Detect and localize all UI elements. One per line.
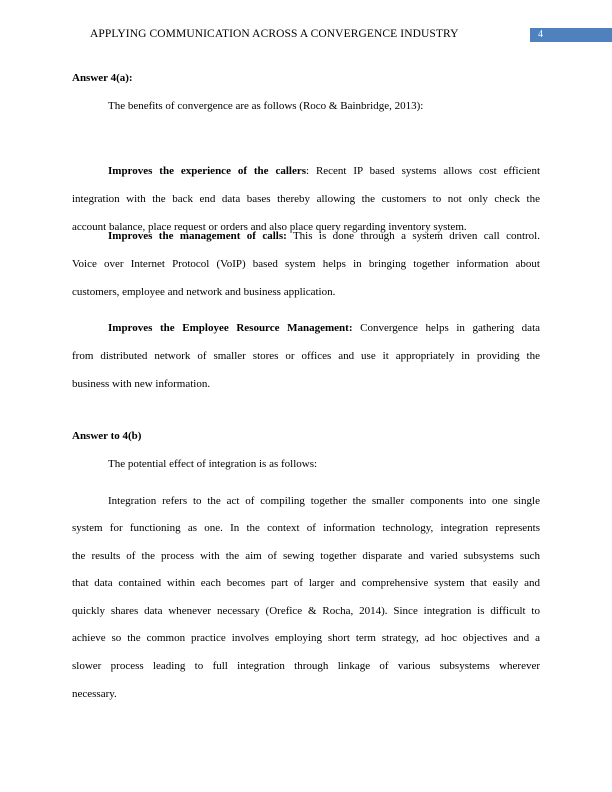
b-line-2: system for functioning as one. In the context of information technology, integration represents: [72, 522, 540, 534]
section-a-intro: The benefits of convergence are as follows (Roco & Bainbridge, 2013):: [108, 100, 424, 112]
p3-line-3: business with new information.: [72, 378, 211, 390]
p3-bold-lead: Improves the Employee Resource Management:: [108, 322, 353, 334]
b-line-3: the results of the process with the aim of sewing together disparate and varied subsystems such: [72, 550, 540, 562]
page-number: 4: [538, 29, 543, 40]
p2-line-3: customers, employee and network and business application.: [72, 286, 336, 298]
p3-line-1: [108, 322, 540, 334]
p2-line-2: Voice over Internet Protocol (VoIP) based system helps in bringing together information about: [72, 258, 540, 270]
page-number-box: [530, 28, 612, 42]
section-b-heading: Answer to 4(b): [72, 430, 142, 442]
section-b-intro: The potential effect of integration is as follows:: [108, 458, 318, 470]
p1-line-2: integration with the back end data bases thereby allowing the customers to not only check the: [72, 193, 540, 205]
p1-line-1: [108, 165, 540, 177]
p3-line-1-text: Convergence helps in gathering data: [352, 322, 541, 334]
b-line-8: necessary.: [72, 688, 117, 700]
b-line-5: quickly shares data whenever necessary (Orefice & Rocha, 2014). Since integration is difficult to: [72, 605, 540, 617]
running-head: APPLYING COMMUNICATION ACROSS A CONVERGENCE INDUSTRY: [90, 28, 459, 40]
p3-line-2: from distributed network of smaller stores or offices and use it appropriately in providing the: [72, 350, 540, 362]
section-a-heading: Answer 4(a):: [72, 72, 133, 84]
b-line-7: slower process leading to full integration through linkage of various subsystems wherever: [72, 660, 540, 672]
p2-bold-lead: Improves the management of calls:: [108, 230, 287, 242]
p2-line-1: [108, 230, 540, 242]
p2-line-1-text: This is done through a system driven call control.: [286, 230, 540, 242]
b-line-1: Integration refers to the act of compiling together the smaller components into one single: [108, 495, 540, 507]
p1-line-1-text: : Recent IP based systems allows cost efficient: [306, 165, 540, 177]
b-line-4: that data contained within each becomes part of larger and comprehensive system that easily and: [72, 577, 540, 589]
b-line-6: achieve so the common practice involves employing short term strategy, ad hoc objectives and a: [72, 632, 540, 644]
page-header: [0, 26, 612, 46]
p1-line-3: account balance, place request or orders and also place query regarding inventory system.: [72, 221, 467, 233]
p1-bold-lead: Improves the experience of the callers: [108, 165, 306, 177]
